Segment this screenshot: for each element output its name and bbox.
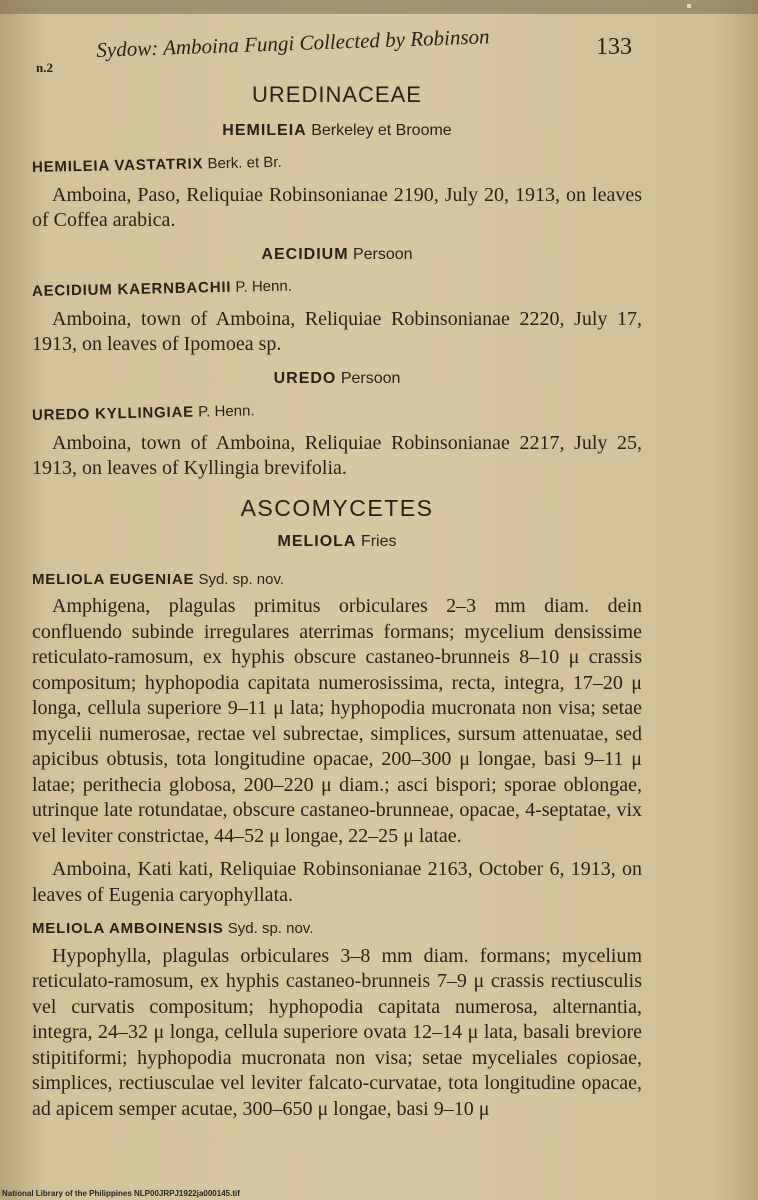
- species-heading-meliola-eugeniae: [32, 567, 642, 593]
- genus-heading-meliola: [32, 529, 642, 555]
- genus-author: Fries: [360, 533, 397, 550]
- species-name: AECIDIUM KAERNBACHII: [31, 278, 232, 300]
- species-name: MELIOLA EUGENIAE: [32, 570, 195, 588]
- genus-author: Persoon: [340, 369, 401, 387]
- species-author: Berk. et Br.: [207, 153, 282, 173]
- genus-name: MELIOLA: [277, 533, 357, 550]
- genus-author: Persoon: [352, 245, 413, 263]
- running-head-title: Sydow: Amboina Fungi Collected by Robinson: [96, 24, 490, 62]
- scan-dust: [687, 4, 691, 8]
- species-heading-uredo-kyllingiae: [32, 390, 642, 428]
- species-name: UREDO KYLLINGIAE: [31, 403, 195, 424]
- species-author: Syd. sp. nov.: [198, 570, 285, 588]
- genus-author: Berkeley et Broome: [311, 121, 452, 139]
- genus-name: HEMILEIA: [222, 121, 307, 139]
- species-author: P. Henn.: [197, 402, 255, 421]
- scan-footer: National Library of the Philippines NLP00JRPJ1922ja000145.tif: [2, 1189, 240, 1198]
- genus-name: UREDO: [273, 369, 337, 387]
- species-author: P. Henn.: [235, 277, 293, 296]
- running-head: [30, 24, 640, 75]
- species-heading-hemileia-vastatrix: [32, 142, 642, 180]
- species-description: Amphigena, plagulas primitus orbiculares 2–3 mm diam. dein confluendo subinde irregulares aterrimas formans; mycelium densissime reticulato-ramosum, ex hyphis obscure castaneo-brunneis 8–10 μ crassis compositum; hyphopodia capitata numerosissima, recta, integra, 17–20 μ longa, cellula superiore 9–11 μ lata; hyphopodia mucronata non visa; setae mycelii numerosae, rectae vel subrectae, simplices, sursum attenuatae, sed apicibus obtusis, tota longitudine opacae, 200–300 μ longae, basi 9–11 μ latae; perithecia globosa, 200–220 μ diam.; asci bispori; sporae oblongae, utrinque late rotundatae, obscure castaneo-brunneae, opacae, 4-septatae, vix vel leviter constrictae, 44–52 μ longae, 22–25 μ latae.: [32, 595, 642, 847]
- page-number: 133: [596, 34, 632, 60]
- page-body: [32, 82, 642, 1130]
- species-name: HEMILEIA VASTATRIX: [31, 155, 204, 176]
- specimen-record: Amboina, town of Amboina, Reliquiae Robinsonianae 2220, July 17, 1913, on leaves of Ipomoea sp.: [32, 307, 642, 355]
- specimen-record: Amboina, Kati kati, Reliquiae Robinsonianae 2163, October 6, 1913, on leaves of Eugenia caryophyllata.: [32, 858, 642, 906]
- species-heading-aecidium-kaernbachii: [32, 266, 642, 304]
- species-name: MELIOLA AMBOINENSIS: [32, 920, 224, 937]
- species-author: Syd. sp. nov.: [227, 920, 314, 937]
- genus-name: AECIDIUM: [261, 245, 349, 263]
- species-heading-meliola-amboinensis: [32, 916, 642, 942]
- folio-mark: n.2: [36, 60, 53, 75]
- genus-heading-hemileia: [32, 118, 642, 144]
- specimen-record: Amboina, Paso, Reliquiae Robinsonianae 2190, July 20, 1913, on leaves of Coffea arabica.: [32, 183, 642, 231]
- scan-edge: [0, 0, 758, 14]
- specimen-record: Amboina, town of Amboina, Reliquiae Robinsonianae 2217, July 25, 1913, on leaves of Kyllingia brevifolia.: [32, 431, 642, 479]
- section-heading-ascomycetes: ASCOMYCETES: [240, 494, 434, 521]
- species-description: Hypophylla, plagulas orbiculares 3–8 mm diam. formans; mycelium reticulato-ramosum, ex hyphis castaneo-brunneis 7–9 μ crassis rectiusculis vel curvatis compositum; hyphopodia capitata numerosa, alternantia, integra, 24–32 μ longa, cellula superiore ovata 12–14 μ lata, basali breviore stipitiformi; hyphopodia mucronata non visa; setae myceliales copiosae, simplices, rectiusculae vel leviter falcato-curvatae, tota longitudine opacae, ad apicem semper acutae, 300–650 μ longae, basi 9–10 μ: [32, 944, 642, 1120]
- genus-heading-uredo: [32, 366, 642, 392]
- genus-heading-aecidium: [32, 242, 642, 268]
- section-heading-uredinaceae: UREDINACEAE: [252, 82, 422, 107]
